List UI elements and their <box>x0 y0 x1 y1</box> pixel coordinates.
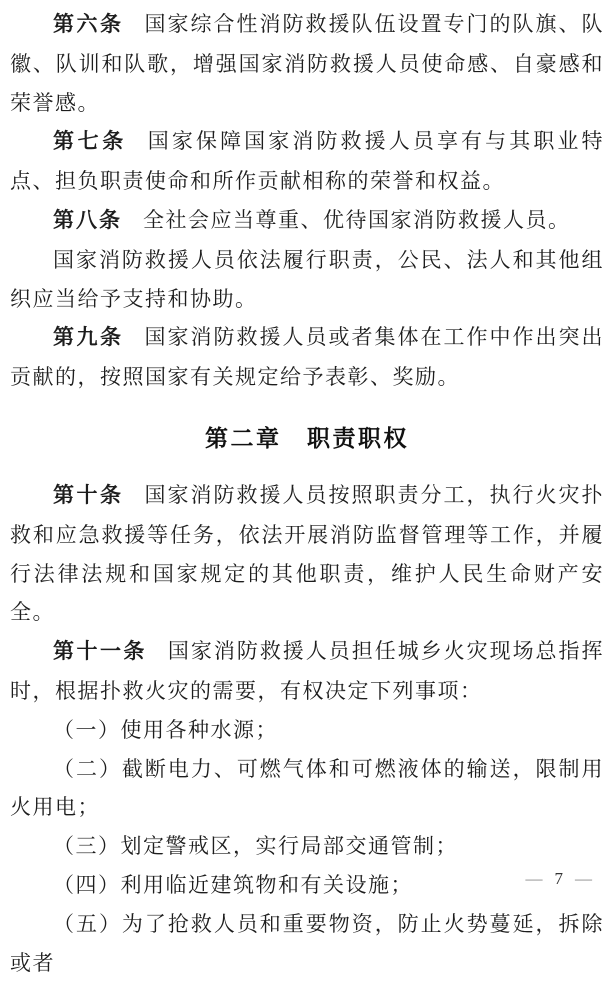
article-10-text: 国家消防救援人员按照职责分工，执行火灾扑救和应急救援等任务，依法开展消防监督管理等工作，并履行法律法规和国家规定的其他职责，维护人民生命财产安全。 <box>10 482 604 625</box>
article-7-text: 国家保障国家消防救援人员享有与其职业特点、担负职责使命和所作贡献相称的荣誉和权益。 <box>10 129 605 194</box>
article-6-label: 第六条 <box>53 13 124 36</box>
article-8-text: 全社会应当尊重、优待国家消防救援人员。 <box>143 207 571 232</box>
article-9-label: 第九条 <box>53 326 124 350</box>
list-item-4-text: （四）利用临近建筑物和有关设施； <box>53 872 413 897</box>
list-item-1 <box>10 711 604 750</box>
page-number <box>526 869 593 889</box>
article-11-label: 第十一条 <box>53 640 147 664</box>
page-number-dash-left: — <box>525 869 543 888</box>
list-item-3-text: （三）划定警戒区，实行局部交通管制； <box>53 834 458 859</box>
page-number-value: 7 <box>554 869 563 888</box>
article-8-continuation-text: 国家消防救援人员依法履行职责，公民、法人和其他组织应当给予支持和协助。 <box>10 247 604 311</box>
article-9-text: 国家消防救援人员或者集体在工作中作出突出贡献的，按照国家有关规定给予表彰、奖励。 <box>10 325 604 390</box>
article-7-label: 第七条 <box>53 130 127 154</box>
article-6-text: 国家综合性消防救援队伍设置专门的队旗、队徽、队训和队歌，增强国家消防救援人员使命感、自豪感和荣誉感。 <box>10 12 604 115</box>
article-8-label: 第八条 <box>53 208 122 232</box>
list-item-2 <box>10 750 604 828</box>
article-11-text: 国家消防救援人员担任城乡火灾现场总指挥时，根据扑救火灾的需要，有权决定下列事项： <box>10 639 605 703</box>
list-item-3 <box>10 827 604 866</box>
article-11-paragraph <box>10 632 604 711</box>
article-8-continuation-paragraph <box>10 241 604 319</box>
list-item-5-text: （五）为了抢救人员和重要物资，防止火势蔓延，拆除或者 <box>10 911 604 975</box>
page-number-dash-right: — <box>575 869 592 888</box>
list-item-4 <box>10 866 604 905</box>
article-9-paragraph <box>10 318 604 397</box>
article-10-label: 第十条 <box>53 483 124 507</box>
list-item-5 <box>10 905 604 982</box>
article-7-paragraph <box>10 122 604 201</box>
article-10-paragraph <box>10 476 604 632</box>
chapter-heading: 第二章 职责职权 <box>205 424 409 451</box>
list-item-1-text: （一）使用各种水源； <box>53 717 278 742</box>
list-item-2-text: （二）截断电力、可燃气体和可燃液体的输送，限制用火用电； <box>10 756 604 820</box>
article-6-paragraph <box>10 5 604 122</box>
article-8-paragraph <box>10 201 604 241</box>
